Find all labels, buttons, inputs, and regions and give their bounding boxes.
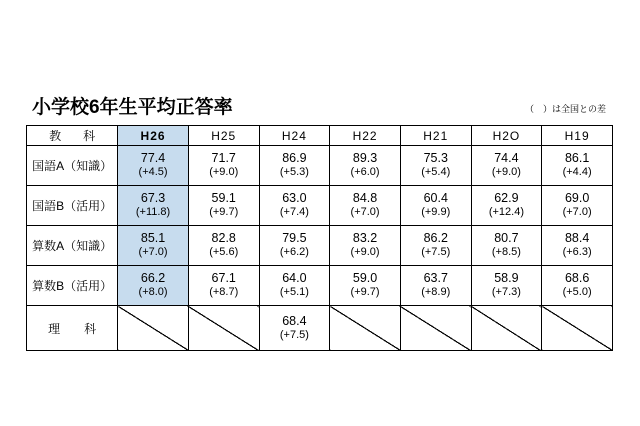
- table-header-row: [27, 126, 613, 146]
- cell-kokugo-b-h21: [400, 186, 471, 226]
- cell-sansu-a-h19: [542, 226, 613, 266]
- row-label-kokugo-b: 国語B（活用）: [27, 186, 118, 226]
- cell-value: 62.9: [494, 191, 519, 206]
- cell-delta: (+6.0): [350, 166, 380, 179]
- cell-delta: (+12.4): [488, 206, 524, 219]
- cell-kokugo-b-h25: [188, 186, 259, 226]
- cell-delta: (+8.7): [209, 286, 239, 299]
- cell-rika-h19-empty: [542, 306, 613, 351]
- column-header-h21: H21: [400, 126, 471, 146]
- cell-delta: (+5.4): [421, 166, 451, 179]
- table-row: [27, 266, 613, 306]
- cell-delta: (+7.5): [279, 328, 309, 341]
- column-header-h22: H22: [330, 126, 401, 146]
- cell-delta: (+5.3): [279, 166, 309, 179]
- cell-value: 89.3: [352, 151, 378, 166]
- cell-value: 77.4: [140, 151, 166, 166]
- page-title: 小学校6年生平均正答率: [32, 97, 233, 118]
- score-table: [26, 125, 613, 351]
- cell-sansu-a-h26: [118, 226, 189, 266]
- cell-delta: (+5.1): [279, 286, 309, 299]
- cell-delta: (+9.0): [209, 166, 239, 179]
- cell-delta: (+7.4): [279, 206, 309, 219]
- column-header-h19: H19: [542, 126, 613, 146]
- column-header-h26: H26: [118, 126, 189, 146]
- row-label-rika: 理 科: [27, 306, 118, 351]
- cell-value: 67.3: [140, 191, 166, 206]
- cell-kokugo-a-h24: [259, 146, 330, 186]
- table-row: [27, 306, 613, 351]
- cell-delta: (+6.2): [279, 246, 309, 259]
- cell-sansu-a-h21: [400, 226, 471, 266]
- cell-sansu-b-h21: [400, 266, 471, 306]
- cell-sansu-a-h22: [330, 226, 401, 266]
- cell-delta: (+7.3): [491, 286, 521, 299]
- cell-value: 58.9: [494, 271, 519, 286]
- cell-delta: (+5.0): [562, 286, 592, 299]
- cell-delta: (+5.6): [209, 246, 239, 259]
- cell-value: 75.3: [423, 151, 448, 166]
- cell-kokugo-a-h21: [400, 146, 471, 186]
- cell-value: 59.0: [352, 271, 378, 286]
- cell-delta: (+8.0): [138, 286, 168, 299]
- cell-rika-h20-empty: [471, 306, 542, 351]
- column-header-h20: H2O: [471, 126, 542, 146]
- cell-kokugo-b-h19: [542, 186, 613, 226]
- table-row: [27, 186, 613, 226]
- row-label-kokugo-a: 国語A（知識）: [27, 146, 118, 186]
- cell-value: 68.4: [282, 313, 307, 328]
- cell-sansu-b-h22: [330, 266, 401, 306]
- cell-kokugo-b-h26: [118, 186, 189, 226]
- column-header-h25: H25: [188, 126, 259, 146]
- cell-kokugo-a-h22: [330, 146, 401, 186]
- cell-rika-h22-empty: [330, 306, 401, 351]
- cell-kokugo-b-h22: [330, 186, 401, 226]
- cell-value: 64.0: [282, 271, 307, 286]
- column-header-subject: 教 科: [27, 126, 118, 146]
- cell-value: 59.1: [211, 191, 236, 206]
- cell-delta: (+9.7): [209, 206, 239, 219]
- cell-value: 88.4: [564, 231, 590, 246]
- cell-delta: (+9.7): [350, 286, 380, 299]
- cell-delta: (+4.4): [562, 166, 592, 179]
- cell-value: 71.7: [211, 151, 236, 166]
- cell-kokugo-a-h26: [118, 146, 189, 186]
- cell-kokugo-a-h25: [188, 146, 259, 186]
- cell-delta: (+7.0): [562, 206, 592, 219]
- cell-sansu-b-h26: [118, 266, 189, 306]
- cell-sansu-a-h24: [259, 226, 330, 266]
- cell-value: 82.8: [211, 231, 236, 246]
- cell-delta: (+7.0): [350, 206, 380, 219]
- cell-value: 67.1: [211, 271, 236, 286]
- cell-delta: (+9.0): [350, 246, 380, 259]
- cell-sansu-b-h24: [259, 266, 330, 306]
- cell-delta: (+9.9): [421, 206, 451, 219]
- cell-sansu-a-h25: [188, 226, 259, 266]
- cell-delta: (+6.3): [562, 246, 592, 259]
- cell-value: 66.2: [140, 271, 166, 286]
- cell-delta: (+7.0): [138, 246, 168, 259]
- cell-kokugo-a-h20: [471, 146, 542, 186]
- cell-kokugo-b-h20: [471, 186, 542, 226]
- cell-value: 68.6: [564, 271, 590, 286]
- title-note: （ ）は全国との差: [524, 104, 606, 114]
- cell-value: 84.8: [352, 191, 378, 206]
- cell-rika-h21-empty: [400, 306, 471, 351]
- cell-delta: (+7.5): [421, 246, 451, 259]
- cell-value: 86.9: [282, 151, 307, 166]
- cell-value: 85.1: [140, 231, 166, 246]
- cell-value: 83.2: [352, 231, 378, 246]
- cell-rika-h26-empty: [118, 306, 189, 351]
- cell-sansu-b-h20: [471, 266, 542, 306]
- cell-value: 79.5: [282, 231, 307, 246]
- cell-kokugo-b-h24: [259, 186, 330, 226]
- table-row: [27, 226, 613, 266]
- cell-value: 80.7: [494, 231, 519, 246]
- cell-delta: (+9.0): [491, 166, 521, 179]
- title-area: [32, 92, 608, 120]
- cell-rika-h25-empty: [188, 306, 259, 351]
- row-label-sansu-b: 算数B（活用）: [27, 266, 118, 306]
- cell-value: 74.4: [494, 151, 519, 166]
- cell-delta: (+8.5): [491, 246, 521, 259]
- cell-sansu-b-h25: [188, 266, 259, 306]
- cell-rika-h24: [259, 306, 330, 351]
- cell-sansu-b-h19: [542, 266, 613, 306]
- cell-sansu-a-h20: [471, 226, 542, 266]
- table-header: [27, 126, 613, 146]
- cell-delta: (+11.8): [135, 206, 171, 219]
- cell-value: 69.0: [564, 191, 590, 206]
- cell-kokugo-a-h19: [542, 146, 613, 186]
- table-body: [27, 146, 613, 351]
- cell-value: 63.0: [282, 191, 307, 206]
- cell-value: 63.7: [423, 271, 448, 286]
- cell-delta: (+4.5): [138, 166, 168, 179]
- column-header-h24: H24: [259, 126, 330, 146]
- table-row: [27, 146, 613, 186]
- cell-delta: (+8.9): [421, 286, 451, 299]
- cell-value: 60.4: [423, 191, 448, 206]
- cell-value: 86.1: [564, 151, 590, 166]
- row-label-sansu-a: 算数A（知識）: [27, 226, 118, 266]
- cell-value: 86.2: [423, 231, 448, 246]
